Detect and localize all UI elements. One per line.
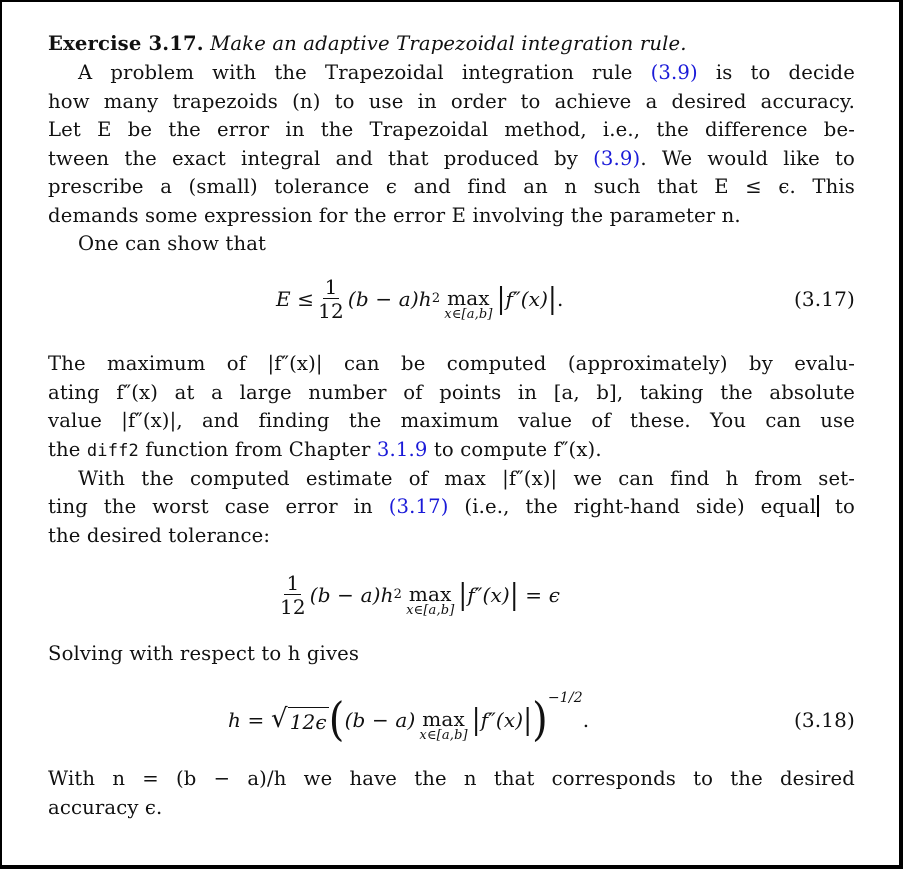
paragraph-line: Let E be the error in the Trapezoidal method, i.e., the difference be-: [48, 118, 855, 141]
fraction: $\frac{1}{12}$: [318, 274, 344, 323]
paragraph-line: One can show that: [78, 232, 267, 255]
paragraph-line: how many trapezoids (n) to use in order to achieve a desired accuracy.: [48, 90, 855, 113]
exercise-title: Make an adaptive Trapezoidal integration rule.: [210, 32, 687, 55]
max-operator: max x∈[a,b]: [419, 707, 468, 743]
equation-number: (3.17): [793, 287, 855, 311]
fraction: $\frac{1}{12}$: [280, 570, 306, 619]
square-root: √ 12ϵ: [270, 704, 327, 734]
equation-3-17: E ≤ $\frac{1}{12}$ (b − a)h 2 max x∈[a,b] | f″(x) | . (3.17): [48, 264, 855, 334]
equation-number: (3.18): [793, 708, 855, 732]
equation-ref-link[interactable]: (3.9): [650, 61, 698, 84]
paragraph-line: With n = (b − a)/h we have the n that corresponds to the desired: [48, 767, 855, 790]
paragraph-line: the desired tolerance:: [48, 524, 271, 547]
paragraph-line: demands some expression for the error E involving the parameter n.: [48, 204, 741, 227]
paragraph-line: Solving with respect to h gives: [48, 642, 360, 665]
paragraph-line: ating f″(x) at a large number of points in [a, b], taking the absolute: [48, 381, 855, 404]
exercise-heading: [48, 30, 855, 58]
chapter-ref-link[interactable]: 3.1.9: [376, 438, 428, 461]
max-operator: max x∈[a,b]: [444, 286, 493, 322]
equation-ref-link[interactable]: (3.17): [388, 495, 449, 518]
paragraph-line: value |f″(x)|, and finding the maximum value of these. You can use: [48, 409, 855, 432]
equation-ref-link[interactable]: (3.9): [593, 147, 641, 170]
max-operator: max x∈[a,b]: [406, 582, 455, 618]
paragraph-line: ting the worst case error in (3.17) (i.e., the right-hand side) equal to: [48, 495, 855, 518]
exercise-label: Exercise 3.17.: [48, 32, 204, 55]
paragraph-line: The maximum of |f″(x)| can be computed (approximately) by evalu-: [48, 352, 855, 375]
paragraph-line: accuracy ϵ.: [48, 796, 163, 819]
paragraph-line: the diff2 function from Chapter 3.1.9 to compute f″(x).: [48, 438, 602, 461]
equation-tolerance: $\frac{1}{12}$ (b − a)h 2 max x∈[a,b] | f″(x) | = ϵ: [280, 570, 561, 619]
paragraph-line: With the computed estimate of max |f″(x)| we can find h from set-: [78, 467, 855, 490]
code-diff2: diff2: [86, 441, 139, 461]
paragraph-line: prescribe a (small) tolerance ϵ and find an n such that E ≤ ϵ. This: [48, 175, 855, 198]
paragraph-line: tween the exact integral and that produced by (3.9). We would like to: [48, 147, 855, 170]
equation-3-18: h = √ 12ϵ ( (b − a) max x∈[a,b] | f″(x) | ) −1/2 . (3.18): [48, 685, 855, 755]
paragraph-line: A problem with the Trapezoidal integration rule (3.9) is to decide: [78, 61, 855, 84]
